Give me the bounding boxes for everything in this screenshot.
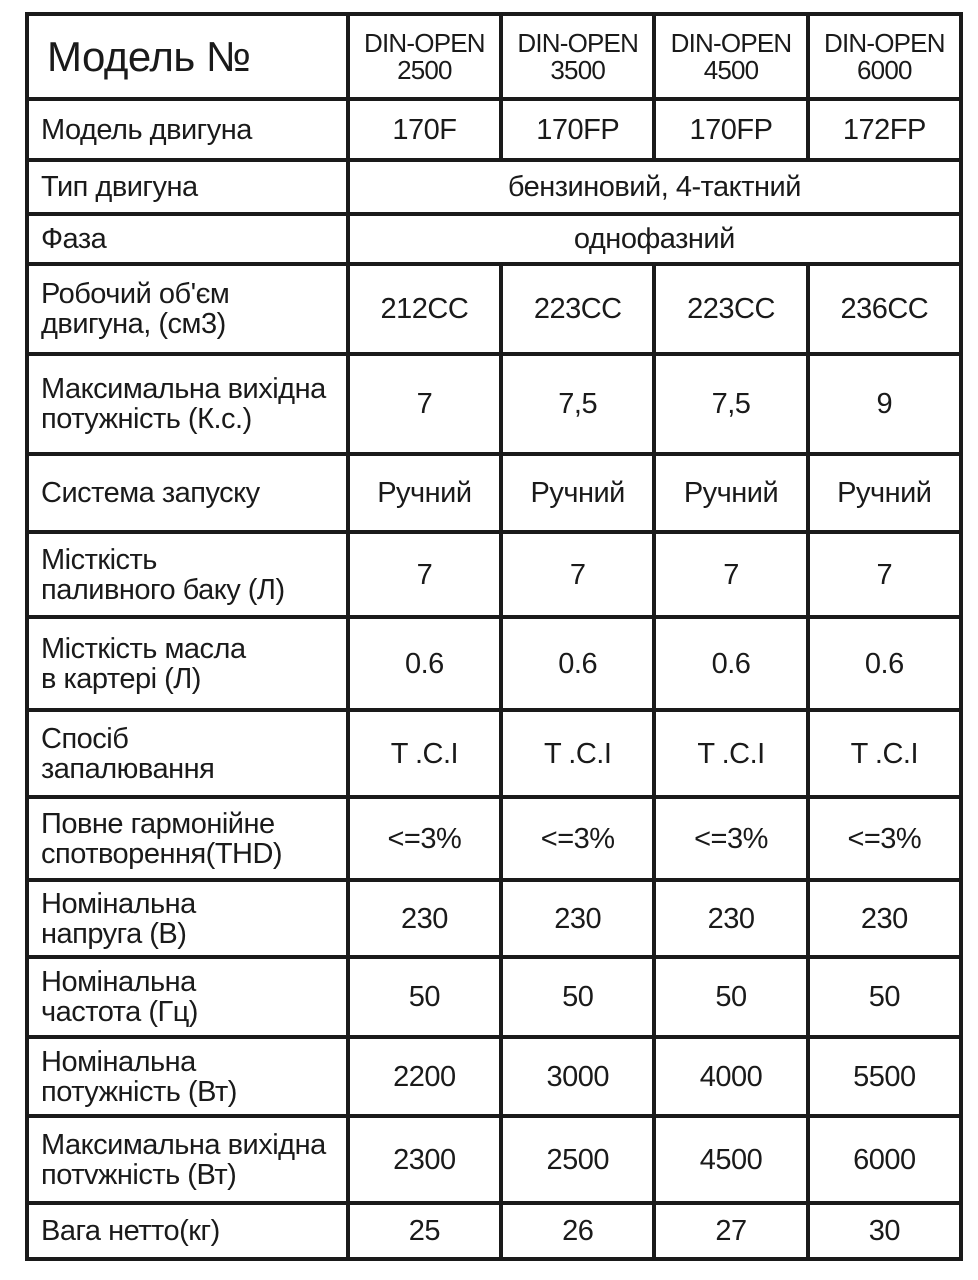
model-header-4500: DIN-OPEN 4500 <box>654 14 807 99</box>
table-row <box>27 957 961 1037</box>
cell-value: 0.6 <box>501 617 654 710</box>
cell-value: 4000 <box>654 1037 807 1116</box>
cell-value: 7 <box>348 532 501 617</box>
cell-value: 50 <box>654 957 807 1037</box>
cell-value: 30 <box>808 1203 961 1259</box>
cell-value: 7 <box>501 532 654 617</box>
cell-value: 230 <box>808 880 961 957</box>
table-row <box>27 99 961 160</box>
table-row <box>27 1203 961 1259</box>
table-row <box>27 264 961 354</box>
cell-value: 9 <box>808 354 961 454</box>
cell-value: 7,5 <box>654 354 807 454</box>
cell-value: 172FP <box>808 99 961 160</box>
table-row <box>27 710 961 797</box>
cell-value: 50 <box>808 957 961 1037</box>
cell-value: 26 <box>501 1203 654 1259</box>
merged-value: бензиновий, 4-тактний <box>348 160 961 214</box>
cell-value: 2500 <box>501 1116 654 1203</box>
cell-value: 170F <box>348 99 501 160</box>
cell-value: 5500 <box>808 1037 961 1116</box>
cell-value: T .C.I <box>654 710 807 797</box>
cell-value: 236CC <box>808 264 961 354</box>
model-number-title: Модель № <box>27 14 348 99</box>
cell-value: 0.6 <box>348 617 501 710</box>
row-label: Максимальна вихідна потужність (К.с.) <box>27 354 348 454</box>
table-row <box>27 214 961 264</box>
row-label: Система запуску <box>27 454 348 532</box>
table-row <box>27 880 961 957</box>
table-row <box>27 1037 961 1116</box>
cell-value: 212CC <box>348 264 501 354</box>
cell-value: T .C.I <box>348 710 501 797</box>
cell-value: 170FP <box>501 99 654 160</box>
cell-value: T .C.I <box>501 710 654 797</box>
row-label: Вага нетто(кг) <box>27 1203 348 1259</box>
cell-value: 170FP <box>654 99 807 160</box>
row-label: Номінальна напруга (В) <box>27 880 348 957</box>
table-row <box>27 1116 961 1203</box>
row-label: Тип двигуна <box>27 160 348 214</box>
cell-value: T .C.I <box>808 710 961 797</box>
cell-value: 2200 <box>348 1037 501 1116</box>
cell-value: Ручний <box>654 454 807 532</box>
header-row <box>27 14 961 99</box>
table-row <box>27 617 961 710</box>
cell-value: 0.6 <box>654 617 807 710</box>
cell-value: 223CC <box>501 264 654 354</box>
cell-value: 7 <box>348 354 501 454</box>
cell-value: Ручний <box>501 454 654 532</box>
cell-value: 7 <box>654 532 807 617</box>
cell-value: 230 <box>654 880 807 957</box>
cell-value: 6000 <box>808 1116 961 1203</box>
model-header-6000: DIN-OPEN 6000 <box>808 14 961 99</box>
row-label: Робочий об'єм двигуна, (см3) <box>27 264 348 354</box>
cell-value: 4500 <box>654 1116 807 1203</box>
row-label: Номінальна частота (Гц) <box>27 957 348 1037</box>
table-row <box>27 532 961 617</box>
model-header-2500: DIN-OPEN 2500 <box>348 14 501 99</box>
row-label: Максимальна вихідна потvжність (Вт) <box>27 1116 348 1203</box>
cell-value: 7 <box>808 532 961 617</box>
merged-value: однофазний <box>348 214 961 264</box>
cell-value: 27 <box>654 1203 807 1259</box>
cell-value: 230 <box>348 880 501 957</box>
row-label: Місткість масла в картері (Л) <box>27 617 348 710</box>
cell-value: <=3% <box>808 797 961 880</box>
row-label: Номінальна потужність (Вт) <box>27 1037 348 1116</box>
cell-value: 50 <box>501 957 654 1037</box>
table-row <box>27 160 961 214</box>
row-label: Місткість паливного баку (Л) <box>27 532 348 617</box>
table-row <box>27 354 961 454</box>
cell-value: 7,5 <box>501 354 654 454</box>
table-row <box>27 797 961 880</box>
cell-value: <=3% <box>348 797 501 880</box>
model-header-3500: DIN-OPEN 3500 <box>501 14 654 99</box>
row-label: Спосіб запалювання <box>27 710 348 797</box>
cell-value: 3000 <box>501 1037 654 1116</box>
cell-value: 230 <box>501 880 654 957</box>
row-label: Модель двигуна <box>27 99 348 160</box>
cell-value: Ручний <box>348 454 501 532</box>
cell-value: Ручний <box>808 454 961 532</box>
spec-table <box>25 12 963 1261</box>
row-label: Фаза <box>27 214 348 264</box>
cell-value: 25 <box>348 1203 501 1259</box>
cell-value: 2300 <box>348 1116 501 1203</box>
table-row <box>27 454 961 532</box>
cell-value: <=3% <box>501 797 654 880</box>
cell-value: 0.6 <box>808 617 961 710</box>
cell-value: 223CC <box>654 264 807 354</box>
row-label: Повне гармонійне спотворення(THD) <box>27 797 348 880</box>
cell-value: <=3% <box>654 797 807 880</box>
cell-value: 50 <box>348 957 501 1037</box>
